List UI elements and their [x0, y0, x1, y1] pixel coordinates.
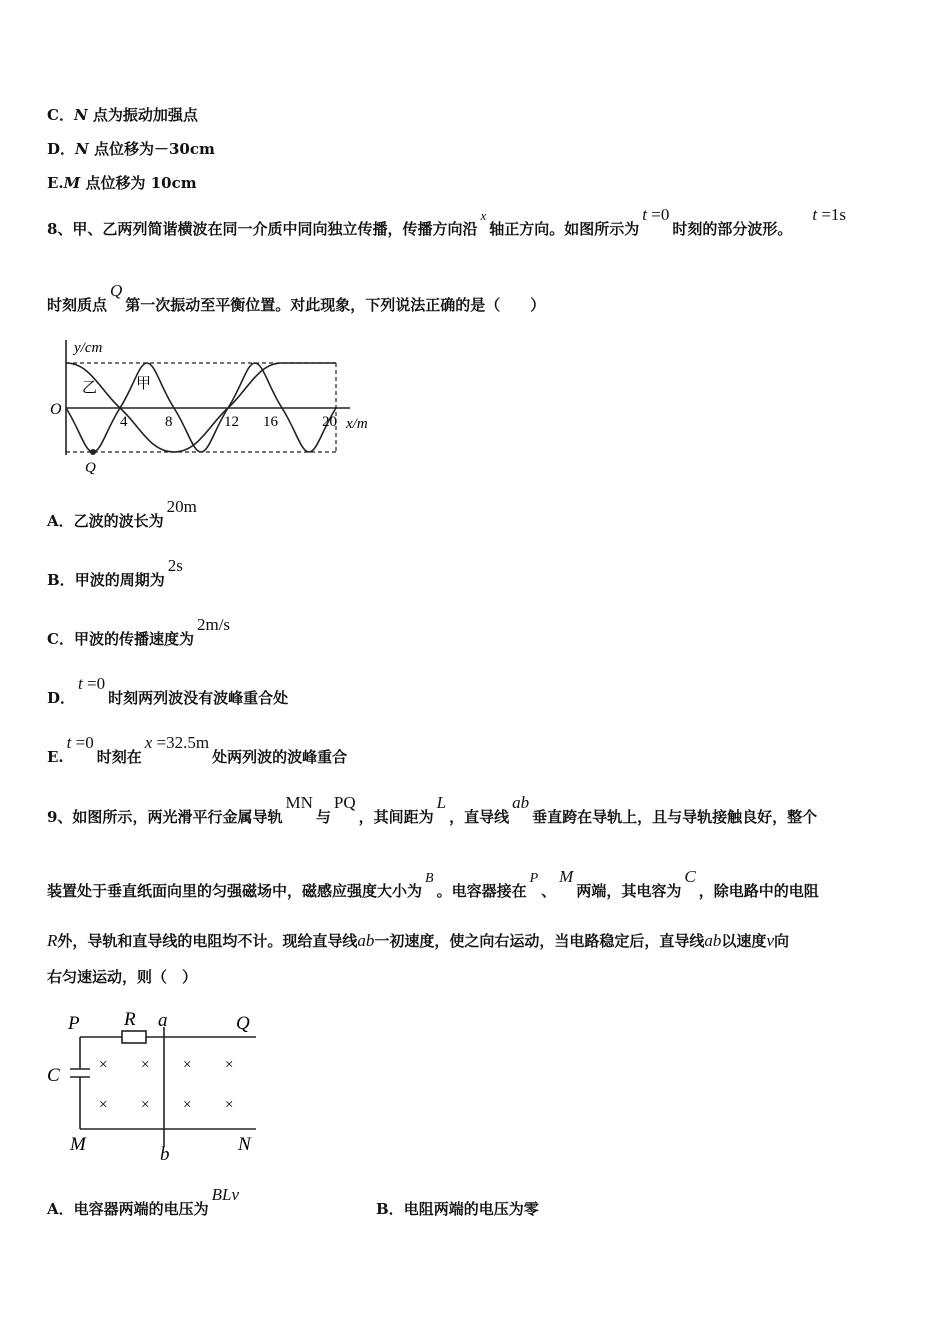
q7-option-e [47, 172, 197, 193]
stem-text: 时刻的部分波形。 [672, 220, 793, 238]
label-q: Q [85, 460, 96, 476]
tick-label: 8 [165, 414, 173, 430]
label-q: Q [236, 1013, 250, 1034]
math-val: =0 [75, 733, 94, 752]
stem-text: 以速度 [721, 932, 767, 950]
stem-text: 外，导轨和直导线的电阻均不计。现给直导线 [57, 932, 358, 950]
var-n: N [75, 140, 89, 158]
option-label: C． [47, 630, 74, 648]
option-label: B． [376, 1200, 404, 1218]
q9-stem-line2 [47, 867, 819, 901]
label-b: b [160, 1144, 170, 1165]
stem-text: 9、如图所示，两光滑平行金属导轨 [47, 808, 283, 826]
label-jia: 甲 [136, 376, 152, 392]
math-q: Q [110, 281, 123, 300]
stem-text: 向 [773, 932, 789, 950]
q9-stem-line1 [47, 793, 818, 827]
stem-text: 。电容器接在 [436, 882, 527, 900]
stem-text: 第一次振动至平衡位置。对此现象，下列说法正确的是（ ） [125, 296, 546, 314]
option-text: 点位移为－30cm [88, 140, 215, 158]
option-text: 点位移为 10cm [80, 174, 197, 192]
q8-option-a [47, 497, 200, 531]
math-t0 [642, 205, 669, 224]
math-ab: ab [512, 793, 530, 812]
label-m: M [70, 1134, 86, 1155]
math-val: =0 [87, 674, 106, 693]
math-val: =1s [821, 205, 847, 224]
label-yi: 乙 [82, 380, 98, 396]
option-math-2 [145, 733, 209, 752]
field-cross: × [141, 1097, 150, 1113]
option-text: 电阻两端的电压为零 [403, 1200, 539, 1218]
label-r: R [124, 1009, 136, 1030]
math-var: t [78, 674, 83, 693]
label-n: N [238, 1134, 251, 1155]
x-axis-label: x/m [346, 416, 368, 432]
stem-text: 、 [541, 882, 557, 900]
tick-label: 12 [224, 414, 239, 430]
stem-text: 装置处于垂直纸面向里的匀强磁场中，磁感应强度大小为 [47, 882, 423, 900]
math-var: t [642, 205, 647, 224]
stem-text: ，其间距为 [358, 808, 434, 826]
option-label: B． [47, 571, 75, 589]
option-text: 时刻两列波没有波峰重合处 [108, 689, 289, 707]
tick-label: 20 [322, 414, 337, 430]
option-label: A． [47, 1200, 74, 1218]
tick-label: 16 [263, 414, 278, 430]
q8-option-b [47, 556, 186, 590]
math-x: x [480, 208, 487, 223]
stem-text: ，直导线 [449, 808, 510, 826]
q9-option-b [376, 1198, 539, 1219]
q9-stem-line3 [47, 930, 789, 951]
option-label: D． [47, 689, 76, 707]
origin-label: O [50, 401, 62, 418]
q8-option-e [47, 733, 348, 767]
stem-text: ，除电路中的电阻 [698, 882, 819, 900]
math-p: P [529, 871, 539, 886]
q7-option-c [47, 104, 198, 125]
field-cross: × [225, 1057, 234, 1073]
math-b: B [425, 871, 434, 886]
field-cross: × [183, 1057, 192, 1073]
field-cross: × [225, 1097, 234, 1113]
stem-text: 8、甲、乙两列简谐横波在同一介质中同向独立传播，传播方向沿 [47, 220, 478, 238]
stem-text: 垂直跨在导轨上，且与导轨接触良好，整个 [532, 808, 818, 826]
label-a: a [158, 1010, 168, 1031]
q8-option-c [47, 615, 233, 649]
option-label: A． [47, 512, 74, 530]
math-m: M [559, 867, 574, 886]
option-text: 电容器两端的电压为 [73, 1200, 209, 1218]
stem-text: 右匀速运动，则（ ） [47, 968, 198, 986]
option-label: D． [47, 140, 76, 158]
field-cross: × [141, 1057, 150, 1073]
option-math [67, 733, 94, 752]
tick-label: 4 [120, 414, 128, 430]
math-var: t [812, 205, 818, 224]
math-mn: MN [285, 793, 313, 812]
stem-text: 时刻质点 [47, 296, 108, 314]
option-math: BLv [211, 1185, 240, 1204]
field-cross: × [183, 1097, 192, 1113]
label-p: P [68, 1013, 80, 1034]
field-cross: × [99, 1057, 108, 1073]
q7-option-d [47, 138, 215, 159]
math-var: t [66, 733, 72, 752]
stem-text: 与 [315, 808, 331, 826]
option-math [78, 674, 105, 693]
q8-stem-line2 [47, 281, 546, 315]
math-val: =32.5m [156, 733, 210, 752]
math-c: C [684, 867, 696, 886]
var-m: M [63, 174, 81, 192]
wave-figure [40, 330, 390, 480]
option-label: E. [47, 174, 64, 192]
q8-stem-line1 [47, 205, 849, 239]
q9-stem-line4 [47, 966, 197, 987]
math-pq: PQ [333, 793, 356, 812]
math-val: =0 [651, 205, 670, 224]
stem-text: 两端，其电容为 [576, 882, 682, 900]
option-math: 2m/s [196, 615, 231, 634]
option-text: 甲波的传播速度为 [73, 630, 194, 648]
label-c: C [47, 1065, 60, 1086]
circuit-figure [40, 1005, 280, 1170]
option-text: 点为振动加强点 [87, 106, 198, 124]
q9-option-a [47, 1185, 242, 1219]
q8-option-d [47, 674, 289, 708]
point-q-marker [90, 449, 96, 455]
option-text: 时刻在 [96, 748, 142, 766]
math-r: R [47, 931, 58, 950]
stem-text: 一初速度，使之向右运动，当电路稳定后，直导线 [374, 932, 705, 950]
resistor [122, 1031, 146, 1043]
option-text: 乙波的波长为 [73, 512, 164, 530]
math-l: L [436, 793, 447, 812]
math-v: v [766, 931, 774, 950]
math-var: x [144, 733, 153, 752]
y-axis-label: y/cm [74, 340, 103, 356]
option-text: 甲波的周期为 [74, 571, 165, 589]
option-math: 20m [166, 497, 197, 516]
option-math: 2s [167, 556, 183, 575]
math-ab: ab [704, 931, 722, 950]
option-label: C． [47, 106, 74, 124]
option-text: 处两列波的波峰重合 [212, 748, 348, 766]
stem-text: 轴正方向。如图所示为 [489, 220, 640, 238]
math-t1 [812, 205, 846, 224]
math-ab: ab [357, 931, 375, 950]
field-cross: × [99, 1097, 108, 1113]
var-n: N [73, 106, 88, 124]
option-label: E. [47, 748, 64, 766]
